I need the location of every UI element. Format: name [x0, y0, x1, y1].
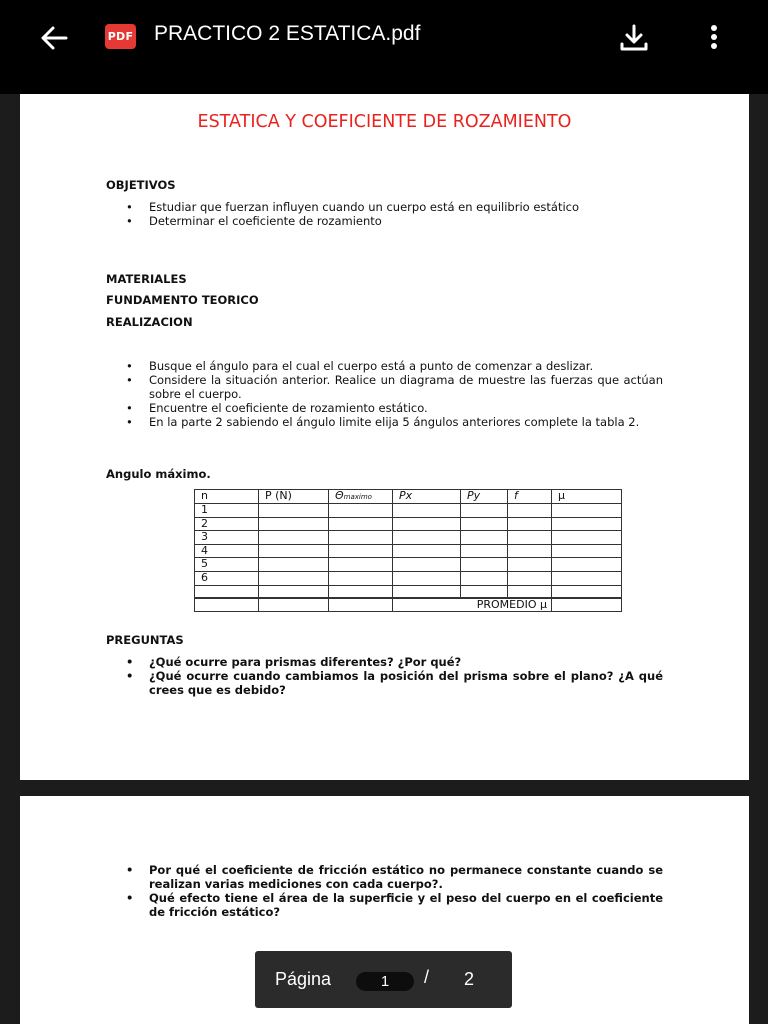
current-page-field[interactable]: 1 — [356, 972, 414, 991]
page2-questions-list — [106, 863, 663, 919]
preguntas-list — [106, 655, 663, 697]
pdf-page-1 — [20, 94, 749, 780]
fundamento-heading: FUNDAMENTO TEORICO — [106, 293, 259, 307]
pdf-file-icon: PDF — [105, 24, 136, 49]
table-row: 4 — [195, 544, 622, 558]
realizacion-list — [106, 359, 663, 429]
list-item: • En la parte 2 sabiendo el ángulo limite elija 5 ángulos anteriores complete la tabla 2. — [126, 415, 640, 429]
table-row: 5 — [195, 558, 622, 572]
total-pages: 2 — [464, 969, 475, 989]
list-item: • Por qué el coeficiente de fricción estático no permanece constante cuando se realizan varias mediciones con cada cuerpo?. — [126, 863, 663, 891]
list-item: • Estudiar que fuerzan influyen cuando un cuerpo está en equilibrio estático — [126, 200, 580, 214]
list-item: • Considere la situación anterior. Realice un diagrama de muestre las fuerzas que actúan sobre el cuerpo. — [126, 373, 663, 401]
preguntas-heading: PREGUNTAS — [106, 633, 184, 647]
table-row: 2 — [195, 517, 622, 531]
list-item: • Determinar el coeficiente de rozamiento — [126, 214, 382, 228]
more-options-button[interactable] — [696, 20, 732, 56]
more-vert-icon — [696, 20, 732, 56]
list-item: • ¿Qué ocurre cuando cambiamos la posición del prisma sobre el plano? ¿A qué crees que es debido? — [126, 669, 663, 697]
list-item: • Qué efecto tiene el área de la superficie y el peso del cuerpo en el coeficiente de fricción estático? — [126, 891, 663, 919]
app-bar — [0, 0, 768, 94]
data-table — [194, 489, 622, 599]
list-item: • Encuentre el coeficiente de rozamiento estático. — [126, 401, 428, 415]
page-label: Página — [275, 969, 332, 989]
realizacion-heading: REALIZACION — [106, 315, 193, 329]
download-icon — [616, 20, 652, 56]
angulo-heading: Angulo máximo. — [106, 467, 211, 481]
promedio-table — [194, 597, 622, 612]
list-item: • Busque el ángulo para el cual el cuerpo está a punto de comenzar a deslizar. — [126, 359, 594, 373]
back-button[interactable] — [36, 20, 72, 56]
table-row: 3 — [195, 531, 622, 545]
page-separator: / — [424, 967, 430, 987]
promedio-label: PROMEDIO μ — [393, 598, 552, 612]
download-button[interactable] — [616, 20, 652, 56]
document-title: PRACTICO 2 ESTATICA.pdf — [154, 22, 421, 45]
materiales-heading: MATERIALES — [106, 272, 187, 286]
page-indicator[interactable] — [255, 951, 512, 1008]
table-row: 1 — [195, 504, 622, 518]
objetivos-heading: OBJETIVOS — [106, 178, 176, 192]
doc-title: ESTATICA Y COEFICIENTE DE ROZAMIENTO — [197, 112, 572, 132]
list-item: • ¿Qué ocurre para prismas diferentes? ¿Por qué? — [126, 655, 462, 669]
table-header-row: n P (N) Θmaximo Px Py f μ — [195, 490, 622, 504]
table-row — [195, 598, 622, 612]
objetivos-list — [106, 200, 663, 228]
arrow-left-icon — [36, 20, 72, 56]
table-row: 6 — [195, 571, 622, 585]
